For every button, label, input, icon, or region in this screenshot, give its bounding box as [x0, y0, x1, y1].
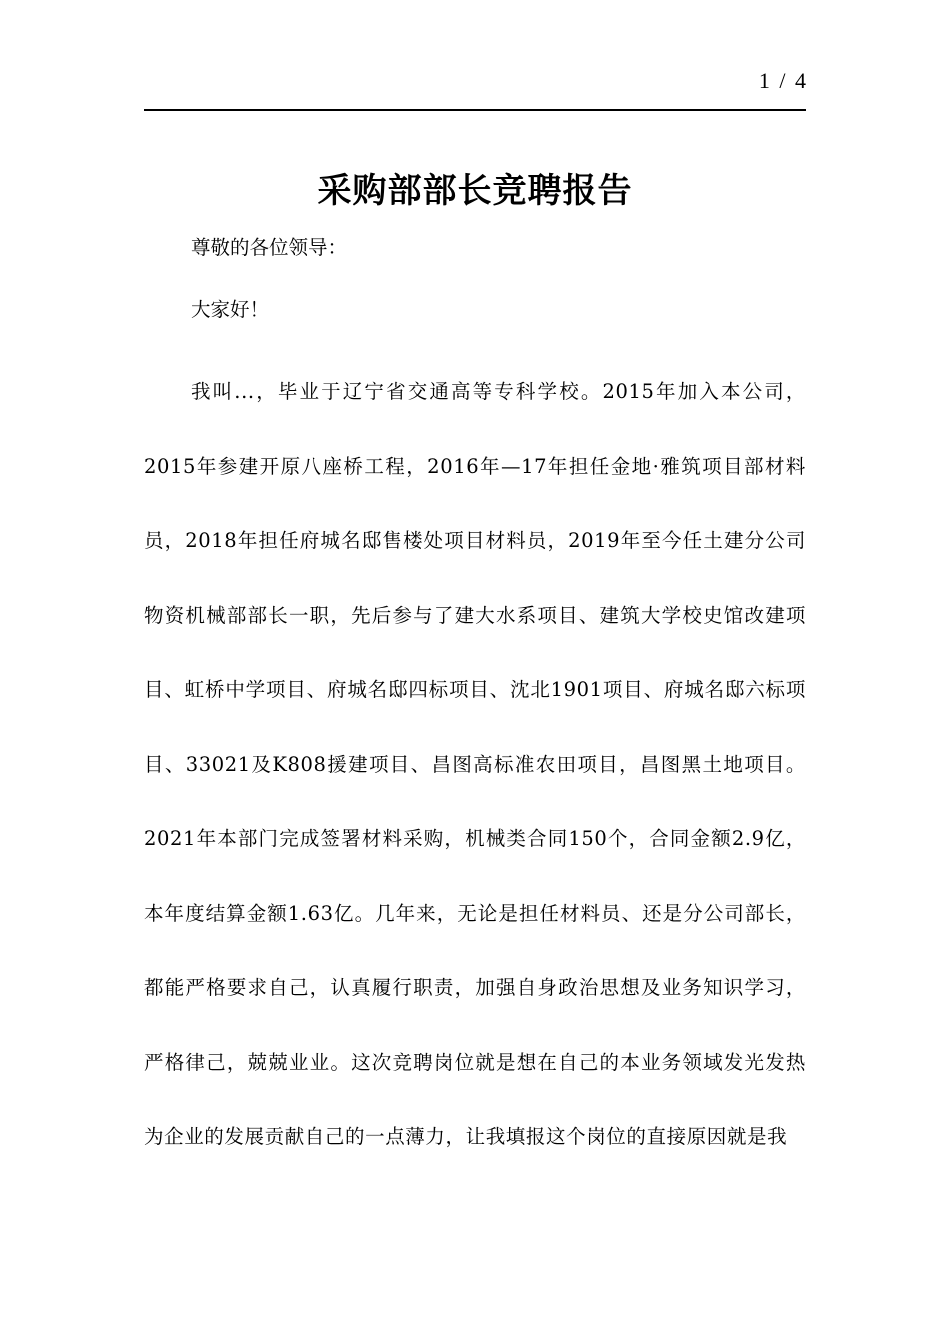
document-title: 采购部部长竞聘报告 — [317, 171, 633, 211]
salutation: 尊敬的各位领导： — [191, 236, 348, 259]
page-number: 1 / 4 — [758, 68, 808, 93]
greeting: 大家好！ — [191, 298, 270, 321]
body-paragraph: 我叫...，毕业于辽宁省交通高等专科学校。2015年加入本公司，2015年参建开原八座桥工程，2016年—17年担任金地·雅筑项目部材料员，2018年担任府城名邸售楼处项目材料员，2019年至今任土建分公司物资机械部部长一职，先后参与了建大水系项目、建筑大学校史馆改建项目、虹桥中学项目、府城名邸四标项目、沈北1901项目、府城名邸六标项目、33021及K808援建项目、昌图高标准农田项目，昌图黑土地项目。2021年本部门完成签署材料采购，机械类合同150个，合同金额2.9亿，本年度结算金额1.63亿。几年来，无论是担任材料员、还是分公司部长，都能严格要求自己，认真履行职责，加强自身政治思想及业务知识学习，严格律己，兢兢业业。这次竞聘岗位就是想在自己的本业务领域发光发热为企业的发展贡献自己的一点薄力，让我填报这个岗位的直接原因就是我 — [144, 380, 806, 1148]
header-divider — [144, 109, 806, 111]
